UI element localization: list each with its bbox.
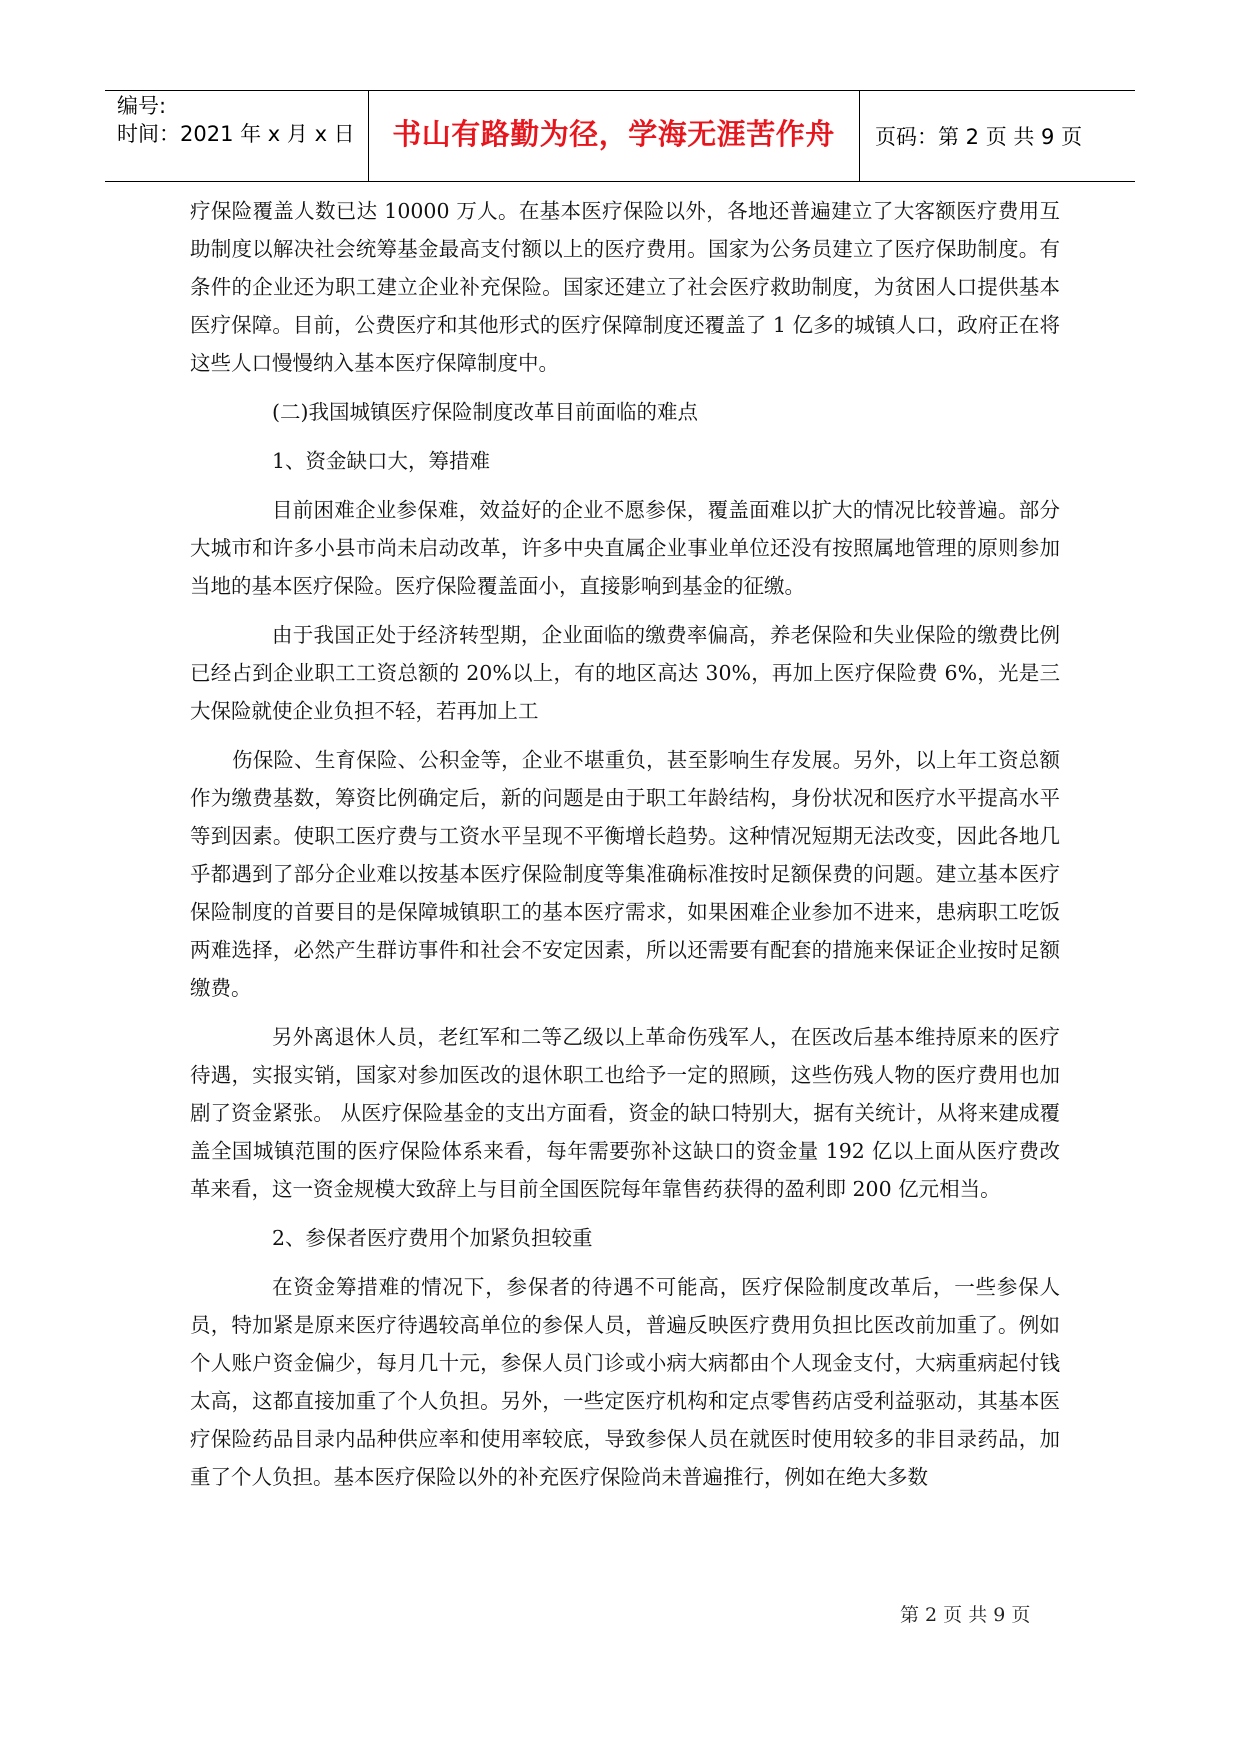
paragraph-4: 伤保险、生育保险、公积金等，企业不堪重负，甚至影响生存发展。另外，以上年工资总额作为缴费基数，筹资比例确定后，新的问题是由于职工年龄结构，身份状况和医疗水平提高水平等到因素。使职工医疗费与工资水平呈现不平衡增长趋势。这种情况短期无法改变，因此各地几乎都遇到了部分企业难以按基本医疗保险制度等集准确标准按时足额保费的问题。建立基本医疗保险制度的首要目的是保障城镇职工的基本医疗需求，如果困难企业参加不进来，患病职工吃饭两难选择，必然产生群访事件和社会不安定因素，所以还需要有配套的措施来保证企业按时足额缴费。 [190,748,1060,1000]
header-meta [117,92,355,148]
header-bottom-rule [105,181,1135,182]
header-divider-right [859,90,860,182]
document-body [190,192,1060,1507]
paragraph-6: 在资金筹措难的情况下，参保者的待遇不可能高，医疗保险制度改革后，一些参保人员，特加紧是原来医疗待遇较高单位的参保人员，普遍反映医疗费用负担比医改前加重了。例如个人账户资金偏少，每月几十元，参保人员门诊或小病大病都由个人现金支付，大病重病起付钱太高，这都直接加重了个人负担。另外，一些定医疗机构和定点零售药店受利益驱动，其基本医疗保险药品目录内品种供应率和使用率较底，导致参保人员在就医时使用较多的非目录药品，加重了个人负担。基本医疗保险以外的补充医疗保险尚未普遍推行，例如在绝大多数 [190,1275,1060,1489]
paragraph-1: 疗保险覆盖人数已达 10000 万人。在基本医疗保险以外，各地还普遍建立了大客额医疗费用互助制度以解决社会统筹基金最高支付额以上的医疗费用。国家为公务员建立了医疗保助制度。有条件的企业还为职工建立企业补充保险。国家还建立了社会医疗救助制度，为贫困人口提供基本医疗保障。目前，公费医疗和其他形式的医疗保障制度还覆盖了 1 亿多的城镇人口，政府正在将这些人口慢慢纳入基本医疗保障制度中。 [190,199,1060,375]
paragraph-2: 目前困难企业参保难，效益好的企业不愿参保，覆盖面难以扩大的情况比较普遍。部分大城市和许多小县市尚未启动改革，许多中央直属企业事业单位还没有按照属地管理的原则参加当地的基本医疗保险。医疗保险覆盖面小，直接影响到基金的征缴。 [190,498,1060,598]
paragraph-3: 由于我国正处于经济转型期，企业面临的缴费率偏高，养老保险和失业保险的缴费比例已经占到企业职工工资总额的 20%以上，有的地区高达 30%，再加上医疗保险费 6%，光是三大保险就使企业负担不轻，若再加上工 [190,623,1060,723]
subsection-heading-1: 1、资金缺口大，筹措难 [272,449,491,473]
page-footer: 第 2 页 共 9 页 [900,1604,1031,1626]
header-motto: 书山有路勤为径，学海无涯苦作舟 [392,117,835,151]
document-time-label: 时间：2021 年 x 月 x 日 [117,122,355,146]
subsection-heading-2: 2、参保者医疗费用个加紧负担较重 [272,1226,593,1250]
document-number-label: 编号: [117,94,167,118]
header-top-rule [105,90,1135,91]
header-page-number: 页码：第 2 页 共 9 页 [875,125,1083,149]
paragraph-5: 另外离退休人员，老红军和二等乙级以上革命伤残军人，在医改后基本维持原来的医疗待遇，实报实销，国家对参加医改的退休职工也给予一定的照顾，这些伤残人物的医疗费用也加剧了资金紧张。 从医疗保险基金的支出方面看，资金的缺口特别大，据有关统计，从将来建成覆盖全国城镇范围的医疗保险体系来看，每年需要弥补这缺口的资金量 192 亿以上面从医疗费改革来看，这一资金规模大致辞上与目前全国医院每年靠售药获得的盈利即 200 亿元相当。 [190,1025,1060,1201]
section-heading-2: (二)我国城镇医疗保险制度改革目前面临的难点 [272,400,698,424]
page-header [105,90,1135,182]
